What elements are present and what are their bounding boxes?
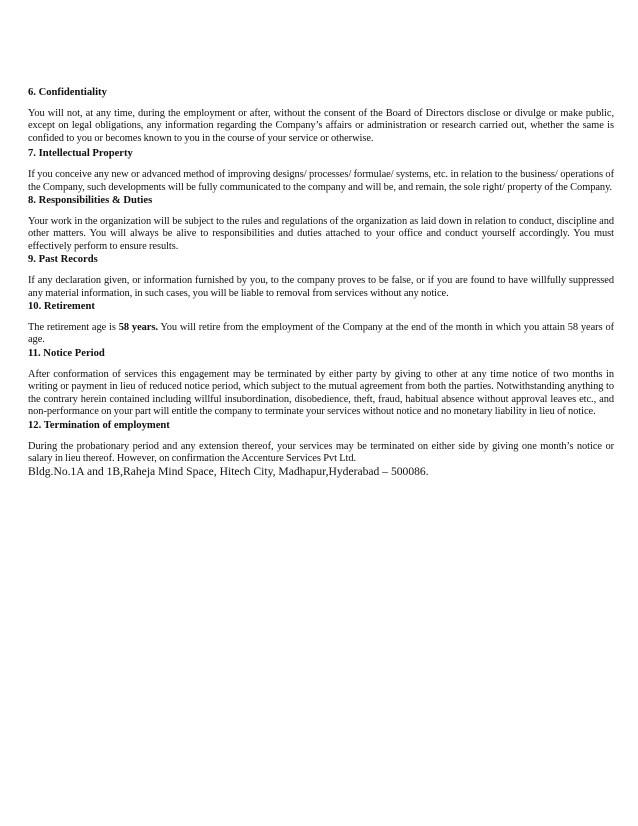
section-heading: 8. Responsibilities & Duties (28, 195, 153, 207)
section-retirement (28, 300, 614, 347)
section-heading: 7. Intellectual Property (28, 148, 133, 160)
section-notice-period (28, 347, 614, 419)
section-body (28, 322, 614, 347)
section-body: Your work in the organization will be subject to the rules and regulations of the organization as laid down in relation to conduct, discipline and other matters. You will always be alive to responsibilities and duties attached to your office and conduct yourself accordingly. You must effectively perform to ensure results. (28, 216, 614, 252)
retirement-text-after: You will retire from the employment of the Company at the end of the month in which you attain 58 years of age. (28, 322, 614, 346)
section-body: If any declaration given, or information furnished by you, to the company proves to be false, or if you are found to have willfully suppressed any material information, in such cases, you will be liable to removal from services without any notice. (28, 275, 614, 299)
section-heading: 9. Past Records (28, 254, 98, 266)
retirement-age: 58 years. (118, 322, 158, 334)
section-heading: 11. Notice Period (28, 347, 105, 359)
section-body: During the probationary period and any extension thereof, your services may be terminated on either side by giving one month’s notice or salary in lieu thereof. However, on confirmation the Accenture Services Pvt Ltd. (28, 440, 614, 464)
section-heading: 6. Confidentiality (28, 87, 107, 98)
section-past-records (28, 253, 614, 300)
section-responsibilities-duties (28, 194, 614, 253)
company-address: Bldg.No.1A and 1B,Raheja Mind Space, Hitech City, Madhapur,Hyderabad – 500086. (28, 465, 429, 479)
section-heading: 10. Retirement (28, 301, 95, 313)
section-intellectual-property (28, 147, 614, 194)
retirement-text-before: The retirement age is (28, 322, 119, 334)
section-body: You will not, at any time, during the employment or after, without the consent of the Board of Directors disclose or divulge or make public, except on legal obligations, any information regarding the Company’s affairs or administration or research carried out, whether the same is confided to you or becomes known to you in the course of your service or otherwise. (28, 108, 614, 144)
document-page (28, 86, 614, 479)
section-body: After conformation of services this engagement may be terminated by either party by giving to other at any time notice of two months in writing or payment in lieu of reduced notice period, which subject to the mutual agreement from both the parties. Notwithstanding anything to the contrary herein contained including willful insubordination, disobedience, theft, fraud, habitual absence without approval leaves etc., and non-performance on your part will entitle the company to terminate your services without notice and no monetary liability in lieu of notice. (28, 368, 614, 418)
section-termination (28, 419, 614, 466)
section-confidentiality (28, 86, 614, 145)
section-heading: 12. Termination of employment (28, 419, 170, 431)
section-body: If you conceive any new or advanced method of improving designs/ processes/ formulae/ systems, etc. in relation to the business/ operations of the Company, such developments will be fully communicated to the company and will be, and remain, the sole right/ property of the Company. (28, 169, 614, 193)
